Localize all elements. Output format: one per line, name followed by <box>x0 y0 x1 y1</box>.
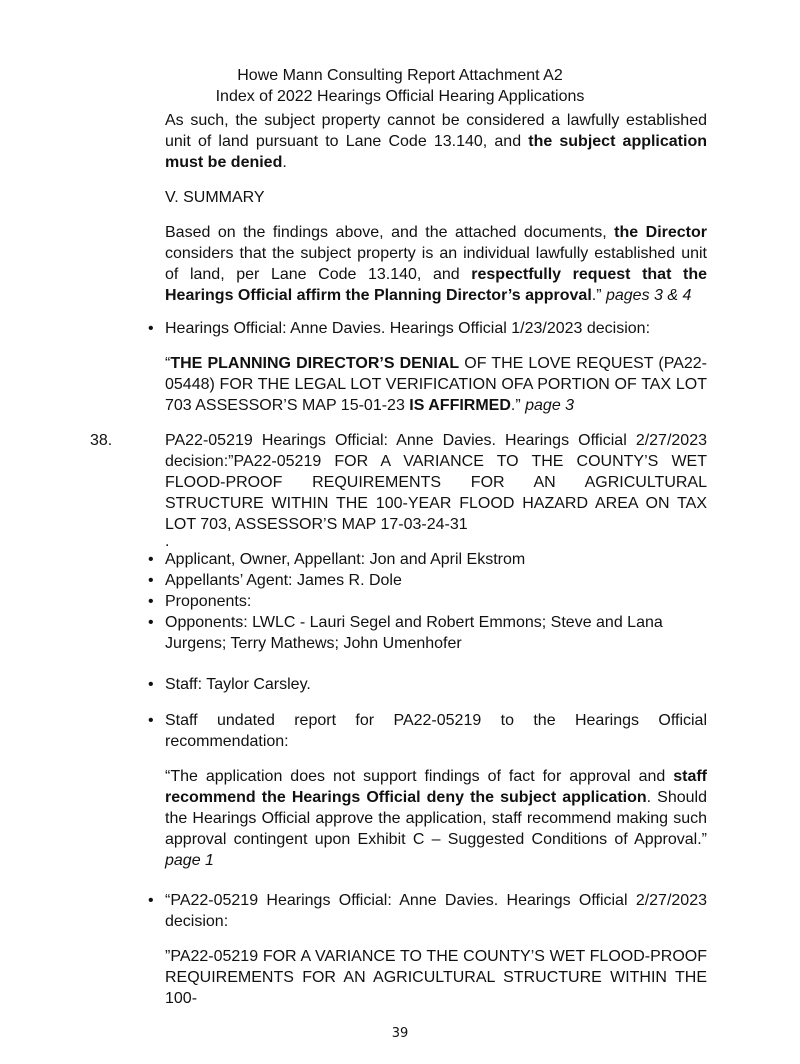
bullet-row <box>90 570 707 591</box>
bold-text: IS AFFIRMED <box>409 397 511 414</box>
item-38-text: PA22-05219 Hearings Official: Anne Davies. Hearings Official 2/27/2023 decision:”PA22-05219 FOR A VARIANCE TO THE COUNTY’S WET FLOOD-PROOF REQUIREMENTS FOR AN AGRICULTURAL STRUCTURE WITHIN THE 100-YEAR FLOOD HAZARD AREA ON TAX LOT 703, ASSESSOR’S MAP 17-03-24-31 <box>165 432 707 533</box>
text: considers that the subject property is an individual lawfully established unit of land, per Lane Code 13.140, and <box>165 245 707 283</box>
bold-text: THE PLANNING DIRECTOR’S DENIAL <box>170 355 460 372</box>
bullet-applicant: Applicant, Owner, Appellant: Jon and April Ekstrom <box>165 551 526 568</box>
bullet-row <box>90 591 707 612</box>
bullet-icon: • <box>148 593 154 610</box>
bullet-row <box>90 710 707 752</box>
page-ref: page 1 <box>165 852 214 869</box>
bullet-row <box>90 890 707 932</box>
paragraph-summary <box>165 222 707 306</box>
bullet-row <box>90 549 707 570</box>
stray-dot: . <box>165 533 170 550</box>
quote-staff-report <box>165 766 707 871</box>
bold-text: respectfully request that the Hearings Official affirm the Planning Director’s approval <box>165 266 707 304</box>
numbered-item-38 <box>90 430 707 535</box>
header-line-2: Index of 2022 Hearings Official Hearing Applications <box>215 88 585 105</box>
bullet-icon: • <box>148 712 154 729</box>
quote-decision-2: ”PA22-05219 FOR A VARIANCE TO THE COUNTY’S WET FLOOD-PROOF REQUIREMENTS FOR AN AGRICULTURAL STRUCTURE WITHIN THE 100- <box>165 948 707 1007</box>
bullet-staff-report: Staff undated report for PA22-05219 to the Hearings Official recommendation: <box>165 712 707 750</box>
bullet-proponents: Proponents: <box>165 593 252 610</box>
bullet-opponents: Opponents: LWLC - Lauri Segel and Robert Emmons; Steve and Lana Jurgens; Terry Mathews; John Umenhofer <box>165 614 663 652</box>
page-ref: pages 3 & 4 <box>605 287 692 304</box>
bullet-icon: • <box>148 320 154 337</box>
text: Based on the findings above, and the attached documents, <box>165 224 615 241</box>
bold-text: staff recommend the Hearings Official deny the subject application <box>165 768 707 806</box>
summary-heading: V. SUMMARY <box>165 189 265 206</box>
bullet-row <box>90 612 707 654</box>
bullet-row <box>90 318 707 339</box>
text: . Should the Hearings Official approve the application, staff recommend making such approval contingent upon Exhibit C – Suggested Conditions of Approval.” <box>165 789 708 848</box>
text: .” <box>510 397 526 414</box>
bullet-row <box>90 674 707 695</box>
text: . <box>282 154 287 171</box>
quote-decision <box>165 353 707 416</box>
bullet-icon: • <box>148 572 154 589</box>
bullet-staff: Staff: Taylor Carsley. <box>165 676 311 693</box>
paragraph-denial <box>165 110 707 173</box>
text: As such, the subject property cannot be considered a lawfully established unit of land pursuant to Lane Code 13.140, and <box>165 112 707 150</box>
page-ref: page 3 <box>525 397 575 414</box>
bold-text: the subject application must be denied <box>165 133 707 171</box>
item-number: 38. <box>90 432 113 449</box>
bullet-icon: • <box>148 676 154 693</box>
bullet-decision-2: “PA22-05219 Hearings Official: Anne Davies. Hearings Official 2/27/2023 decision: <box>165 892 707 930</box>
text: “ <box>165 355 171 372</box>
bullet-decision: Hearings Official: Anne Davies. Hearings Official 1/23/2023 decision: <box>165 320 651 337</box>
text: OF THE LOVE REQUEST (PA22-05448) FOR THE LEGAL LOT VERIFICATION OFA PORTION OF TAX LOT 703 ASSESSOR’S MAP 15-01-23 <box>165 355 707 414</box>
bullet-agent: Appellants’ Agent: James R. Dole <box>165 572 402 589</box>
page-number: 39 <box>391 1026 409 1041</box>
bullet-icon: • <box>148 551 154 568</box>
bullet-icon: • <box>148 614 154 631</box>
bold-text: the Director <box>614 224 707 241</box>
bullet-icon: • <box>148 892 154 909</box>
text: .” <box>591 287 606 304</box>
header-line-1: Howe Mann Consulting Report Attachment A2 <box>237 67 563 84</box>
text: “The application does not support findings of fact for approval and <box>165 768 674 785</box>
